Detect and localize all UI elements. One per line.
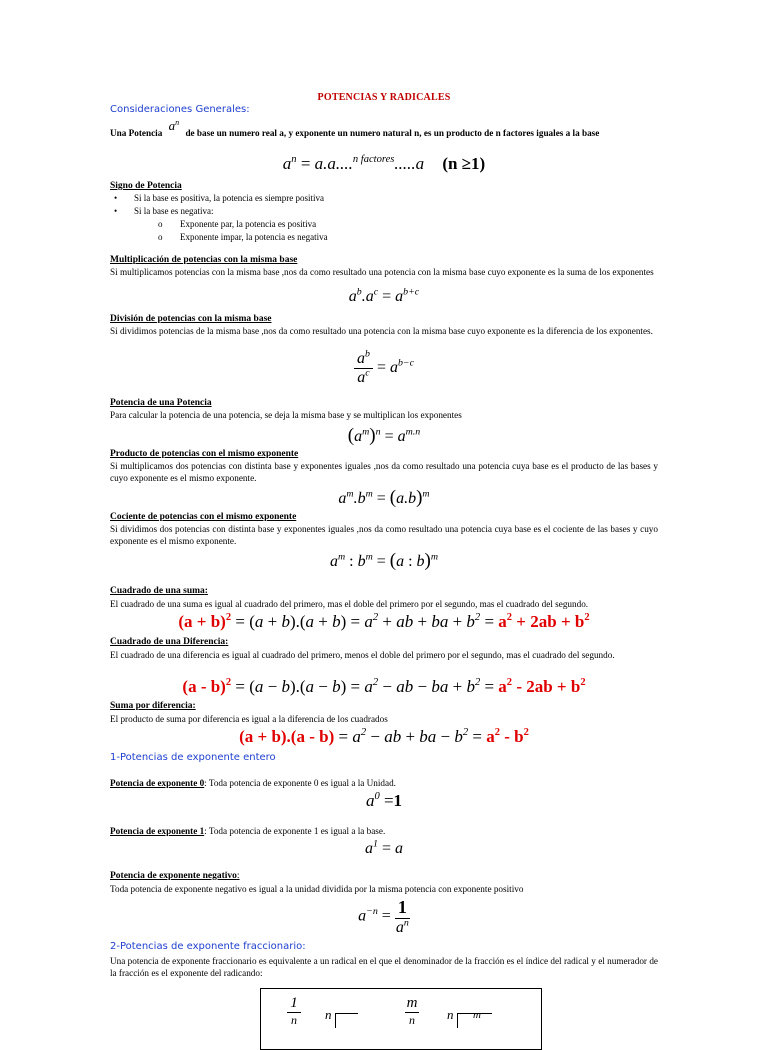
heading-text: Cuadrado de una Diferencia bbox=[110, 637, 226, 647]
potencia-definition bbox=[110, 117, 658, 139]
equation-cuadrado-suma: $(a + b)^2 = (a + b).(a + b) = a^2$ + ab + ba + $b^2 = a^2 + 2ab + b^2$ bbox=[178, 612, 590, 631]
equation-exponente-negativo: $a^{-n}$ = $\frac{1}{a^n}$ bbox=[358, 897, 409, 936]
heading-potencia-potencia: Potencia de una Potencia bbox=[110, 398, 212, 408]
heading-exponente-negativo: Potencia de exponente negativo: bbox=[110, 871, 240, 881]
text-exponente-negativo: Toda potencia de exponente negativo es igual a la unidad dividida por la misma potencia con exponente positivo bbox=[110, 884, 524, 894]
sub-list-item: o Exponente par, la potencia es positiva bbox=[158, 219, 317, 229]
heading-exponente-0: Potencia de exponente 0 bbox=[110, 778, 205, 788]
text-division: Si dividimos potencias de la misma base ,nos da como resultado una potencia con la misma base cuyo exponente es la diferencia de los exponentes. bbox=[110, 326, 653, 336]
text-cuadrado-suma: El cuadrado de una suma es igual al cuadrado del primero, mas el doble del primero por el segundo, mas el cuadrado del segundo. bbox=[110, 599, 589, 609]
section-heading-exponente-fraccionario: 2-Potencias de exponente fraccionario: bbox=[110, 941, 306, 952]
radical-index-n: n bbox=[325, 1007, 332, 1022]
text-exponente-1 bbox=[110, 825, 658, 837]
heading-cociente: Cociente de potencias con el mismo exponente bbox=[110, 512, 297, 522]
radical-sign-1 bbox=[335, 1013, 358, 1028]
list-item-text: Exponente impar, la potencia es negativa bbox=[180, 232, 328, 242]
list-item-text: Si la base es negativa: bbox=[134, 206, 214, 216]
equation-suma-diferencia: $(a + b).(a - b) = a^2$ − ab + ba − $b^2 = a^2 - b^2$ bbox=[239, 727, 529, 746]
radicand-exponent-m: m bbox=[473, 1009, 481, 1021]
heading-text: Cuadrado de una suma bbox=[110, 586, 205, 596]
text-producto: Si multiplicamos dos potencias con distinta base y exponentes iguales ,nos da como resultado una potencia cuya base es el producto de las bases y cuyo exponente es el mismo exponente. bbox=[110, 461, 658, 483]
heading-cuadrado-diferencia: Cuadrado de una Diferencia: bbox=[110, 637, 229, 647]
section-heading-exponente-entero: 1-Potencias de exponente entero bbox=[110, 752, 276, 763]
radical-formula-box bbox=[260, 988, 542, 1050]
list-item: • Si la base es negativa: bbox=[114, 206, 214, 216]
list-item-text: Si la base es positiva, la potencia es siempre positiva bbox=[134, 193, 324, 203]
text-multiplicacion: Si multiplicamos potencias con la misma base ,nos da como resultado una potencia con la misma base cuyo exponente es la suma de los exponentes bbox=[110, 267, 654, 277]
list-item-text: Exponente par, la potencia es positiva bbox=[180, 219, 317, 229]
heading-exponente-1: Potencia de exponente 1 bbox=[110, 826, 205, 836]
heading-text: Potencia de exponente negativo bbox=[110, 871, 237, 881]
heading-multiplicacion: Multiplicación de potencias con la misma base bbox=[110, 255, 298, 265]
text-exponente-0 bbox=[110, 777, 658, 789]
equation-cuadrado-diferencia: $(a - b)^2 = (a - b).(a - b) = a^2$ − ab − ba + $b^2 = a^2 - 2ab + b^2$ bbox=[182, 677, 586, 696]
equation-producto: $a^m.b^m = (a.b)^m$ bbox=[338, 487, 430, 508]
exponente-0-desc: : Toda potencia de exponente 0 es igual a la Unidad. bbox=[204, 778, 396, 788]
factors-label: n factores bbox=[352, 154, 395, 166]
radical-index-n-2: n bbox=[447, 1007, 454, 1022]
page-title: POTENCIAS Y RADICALES bbox=[317, 92, 451, 103]
equation-exponente-1: $a^1 = a$ bbox=[365, 838, 403, 857]
heading-cuadrado-suma: Cuadrado de una suma: bbox=[110, 586, 208, 596]
exponente-1-desc: : Toda potencia de exponente 1 es igual a la base. bbox=[204, 826, 386, 836]
heading-signo: Signo de Potencia bbox=[110, 181, 182, 191]
equation-cociente: $a^m$ : $b^m = (a$ : b)$^m$ bbox=[329, 550, 439, 571]
sub-list-item: o Exponente impar, la potencia es negativa bbox=[158, 232, 328, 242]
heading-suma-diferencia: Suma por diferencia: bbox=[110, 701, 196, 711]
text-exponente-fraccionario: Una potencia de exponente fraccionario es equivalente a un radical en el que el denominador de la fracción es el índice del radical y el numerador de la fracción es el exponente del radicando: bbox=[110, 956, 658, 978]
equation-multiplicacion: $a^b.a^c = a^{b+c}$ bbox=[348, 286, 420, 305]
fraction-exponent-m: m n bbox=[406, 995, 418, 1027]
heading-text: Suma por diferencia bbox=[110, 701, 193, 711]
signo-list bbox=[114, 192, 328, 244]
equation-division: $\frac{a^b}{a^c}$ = $a^{b-c}$ bbox=[0, 350, 768, 387]
heading-division: División de potencias con la misma base bbox=[110, 314, 272, 324]
text-potencia-potencia: Para calcular la potencia de una potencia, se deja la misma base y se multiplican los exponentes bbox=[110, 410, 462, 420]
potencia-lead: Una Potencia bbox=[110, 128, 163, 138]
section-heading-consideraciones: Consideraciones Generales: bbox=[110, 104, 250, 115]
text-cuadrado-diferencia: El cuadrado de una diferencia es igual al cuadrado del primero, menos el doble del primero por el segundo, mas el cuadrado del segundo. bbox=[110, 650, 615, 660]
text-suma-diferencia: El producto de suma por diferencia es igual a la diferencia de los cuadrados bbox=[110, 714, 388, 724]
equation-exponente-0: $a^0 =1$ bbox=[365, 791, 403, 810]
heading-producto: Producto de potencias con el mismo exponente bbox=[110, 449, 299, 459]
list-item: • Si la base es positiva, la potencia es siempre positiva bbox=[114, 193, 324, 203]
condition-label: (n ≥1) bbox=[442, 154, 486, 173]
equation-potencia-definition: $a^n = a.a....^{n factores}.....a$ (n ≥1) bbox=[282, 154, 486, 173]
potencia-symbol: $a^n$ bbox=[168, 117, 180, 133]
text-cociente: Si dividimos dos potencias con distinta base y exponentes iguales ,nos da como resultado una potencia cuya base es el cociente de las bases y cuyo exponente es el mismo exponente. bbox=[110, 524, 658, 546]
fraction-exponent-1: 1 n bbox=[287, 995, 301, 1028]
equation-potencia-potencia: $(a^m)^n = a^{m.n}$ bbox=[347, 425, 421, 446]
potencia-rest: de base un numero real a, y exponente un numero natural n, es un producto de n factores iguales a la base bbox=[185, 128, 600, 138]
